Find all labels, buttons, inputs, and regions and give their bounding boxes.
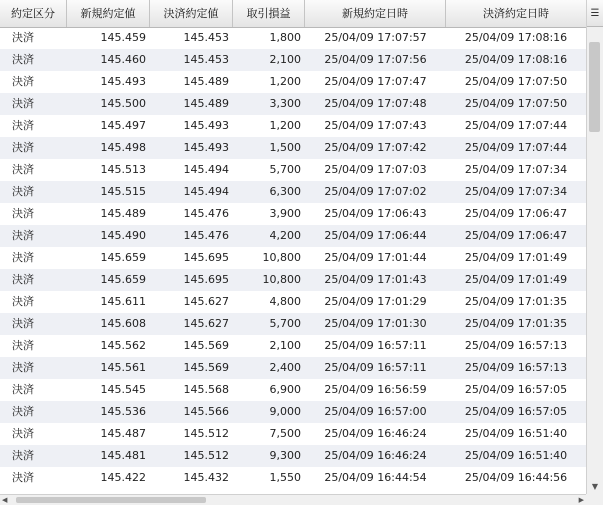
cell-profit-loss: 4,200 [269,229,301,242]
cell-open-price: 145.659 [100,273,146,286]
cell-profit-loss: 6,300 [269,185,301,198]
vertical-scroll-thumb[interactable] [589,42,600,132]
cell-open-price: 145.611 [100,295,146,308]
cell-close-price: 145.476 [183,207,229,220]
cell-open-datetime: 25/04/09 17:07:02 [324,185,427,198]
grid-body [0,27,586,489]
cell-open-datetime: 25/04/09 17:01:43 [324,273,427,286]
cell-trade-type: 決済 [12,141,34,154]
cell-open-price: 145.561 [100,361,146,374]
cell-close-price: 145.627 [183,317,229,330]
vertical-scrollbar[interactable] [586,0,603,494]
grid-header [0,0,586,28]
cell-close-price: 145.476 [183,229,229,242]
cell-close-price: 145.493 [183,119,229,132]
cell-close-datetime: 25/04/09 16:57:13 [464,339,568,352]
cell-close-datetime: 25/04/09 17:08:16 [464,53,568,66]
cell-open-datetime: 25/04/09 16:57:00 [324,405,427,418]
cell-close-datetime: 25/04/09 17:07:34 [464,185,568,198]
cell-trade-type: 決済 [12,427,34,440]
cell-trade-type: 決済 [12,163,34,176]
table-row[interactable] [0,379,586,401]
cell-profit-loss: 1,800 [269,31,301,44]
cell-open-datetime: 25/04/09 17:07:56 [324,53,427,66]
cell-profit-loss: 9,300 [269,449,301,462]
cell-open-price: 145.460 [100,53,146,66]
cell-open-datetime: 25/04/09 17:01:44 [324,251,427,264]
cell-trade-type: 決済 [12,383,34,396]
cell-close-datetime: 25/04/09 16:57:05 [464,405,568,418]
cell-close-price: 145.432 [183,471,229,484]
cell-close-price: 145.453 [183,31,229,44]
cell-close-datetime: 25/04/09 17:07:50 [464,75,568,88]
cell-close-datetime: 25/04/09 17:01:35 [464,317,568,330]
cell-profit-loss: 7,500 [269,427,301,440]
cell-open-price: 145.545 [100,383,146,396]
scrollbar-corner [586,494,603,505]
cell-close-price: 145.566 [183,405,229,418]
cell-trade-type: 決済 [12,273,34,286]
table-row[interactable] [0,49,586,71]
table-row[interactable] [0,93,586,115]
cell-open-price: 145.608 [100,317,146,330]
cell-trade-type: 決済 [12,119,34,132]
cell-open-datetime: 25/04/09 17:07:42 [324,141,427,154]
cell-close-price: 145.627 [183,295,229,308]
cell-trade-type: 決済 [12,317,34,330]
cell-profit-loss: 1,500 [269,141,301,154]
column-menu-icon[interactable]: ☰ [587,0,603,27]
cell-open-datetime: 25/04/09 16:44:54 [324,471,427,484]
cell-open-price: 145.493 [100,75,146,88]
cell-close-datetime: 25/04/09 17:01:35 [464,295,568,308]
cell-profit-loss: 4,800 [269,295,301,308]
cell-profit-loss: 5,700 [269,163,301,176]
cell-open-price: 145.422 [100,471,146,484]
cell-open-price: 145.489 [100,207,146,220]
cell-close-datetime: 25/04/09 17:07:44 [464,119,568,132]
cell-close-datetime: 25/04/09 16:44:56 [464,471,568,484]
table-row[interactable] [0,445,586,467]
table-row[interactable] [0,159,586,181]
cell-close-datetime: 25/04/09 16:57:13 [464,361,568,374]
cell-close-price: 145.512 [183,427,229,440]
cell-open-price: 145.659 [100,251,146,264]
horizontal-scroll-thumb[interactable] [16,497,206,503]
cell-profit-loss: 1,200 [269,75,301,88]
cell-open-datetime: 25/04/09 17:01:30 [324,317,427,330]
cell-open-datetime: 25/04/09 17:07:57 [324,31,427,44]
cell-trade-type: 決済 [12,449,34,462]
table-row[interactable] [0,291,586,313]
cell-profit-loss: 2,400 [269,361,301,374]
cell-close-datetime: 25/04/09 17:07:34 [464,163,568,176]
cell-open-datetime: 25/04/09 17:07:48 [324,97,427,110]
cell-close-datetime: 25/04/09 16:57:05 [464,383,568,396]
cell-profit-loss: 2,100 [269,339,301,352]
cell-open-price: 145.487 [100,427,146,440]
cell-trade-type: 決済 [12,361,34,374]
cell-open-datetime: 25/04/09 17:07:47 [324,75,427,88]
cell-close-price: 145.493 [183,141,229,154]
column-header-close-price[interactable]: 決済約定値 [150,0,233,27]
cell-open-price: 145.497 [100,119,146,132]
cell-open-datetime: 25/04/09 17:06:44 [324,229,427,242]
column-header-open-price[interactable]: 新規約定値 [67,0,150,27]
cell-close-price: 145.494 [183,163,229,176]
cell-close-datetime: 25/04/09 17:07:44 [464,141,568,154]
cell-close-price: 145.569 [183,361,229,374]
cell-close-price: 145.489 [183,97,229,110]
cell-open-datetime: 25/04/09 17:07:03 [324,163,427,176]
cell-trade-type: 決済 [12,471,34,484]
cell-profit-loss: 3,300 [269,97,301,110]
cell-close-datetime: 25/04/09 16:51:40 [464,449,568,462]
cell-close-price: 145.494 [183,185,229,198]
cell-trade-type: 決済 [12,339,34,352]
table-row[interactable] [0,115,586,137]
cell-open-price: 145.515 [100,185,146,198]
cell-profit-loss: 6,900 [269,383,301,396]
cell-trade-type: 決済 [12,185,34,198]
cell-close-price: 145.695 [183,273,229,286]
column-header-open-datetime[interactable]: 新規約定日時 [305,0,446,27]
table-row[interactable] [0,313,586,335]
cell-trade-type: 決済 [12,295,34,308]
cell-open-datetime: 25/04/09 16:56:59 [324,383,427,396]
cell-profit-loss: 10,800 [262,251,301,264]
cell-close-datetime: 25/04/09 17:07:50 [464,97,568,110]
cell-open-price: 145.481 [100,449,146,462]
cell-close-datetime: 25/04/09 17:06:47 [464,207,568,220]
cell-profit-loss: 2,100 [269,53,301,66]
cell-close-datetime: 25/04/09 16:51:40 [464,427,568,440]
table-row[interactable] [0,467,586,489]
cell-close-datetime: 25/04/09 17:08:16 [464,31,568,44]
table-row[interactable] [0,181,586,203]
cell-trade-type: 決済 [12,405,34,418]
cell-profit-loss: 10,800 [262,273,301,286]
cell-trade-type: 決済 [12,53,34,66]
cell-trade-type: 決済 [12,229,34,242]
cell-open-price: 145.498 [100,141,146,154]
cell-trade-type: 決済 [12,31,34,44]
cell-close-datetime: 25/04/09 17:01:49 [464,273,568,286]
cell-open-price: 145.562 [100,339,146,352]
scroll-right-arrow-icon[interactable]: ▶ [578,496,584,504]
cell-profit-loss: 3,900 [269,207,301,220]
table-row[interactable] [0,269,586,291]
cell-open-datetime: 25/04/09 16:57:11 [324,361,427,374]
column-header-profit-loss[interactable]: 取引損益 [233,0,305,27]
table-row[interactable] [0,203,586,225]
table-row[interactable] [0,137,586,159]
cell-open-price: 145.513 [100,163,146,176]
cell-open-price: 145.500 [100,97,146,110]
cell-open-datetime: 25/04/09 16:57:11 [324,339,427,352]
table-row[interactable] [0,225,586,247]
scroll-left-arrow-icon[interactable]: ◀ [2,496,8,504]
cell-close-datetime: 25/04/09 17:06:47 [464,229,568,242]
cell-close-price: 145.512 [183,449,229,462]
cell-close-price: 145.453 [183,53,229,66]
table-row[interactable] [0,401,586,423]
cell-profit-loss: 5,700 [269,317,301,330]
cell-close-price: 145.489 [183,75,229,88]
horizontal-scrollbar[interactable] [0,494,586,505]
cell-trade-type: 決済 [12,97,34,110]
cell-open-datetime: 25/04/09 17:06:43 [324,207,427,220]
cell-profit-loss: 1,200 [269,119,301,132]
cell-profit-loss: 1,550 [269,471,301,484]
cell-close-price: 145.695 [183,251,229,264]
table-row[interactable] [0,247,586,269]
cell-open-datetime: 25/04/09 16:46:24 [324,449,427,462]
cell-open-datetime: 25/04/09 16:46:24 [324,427,427,440]
cell-close-price: 145.568 [183,383,229,396]
table-row[interactable] [0,71,586,93]
table-row[interactable] [0,423,586,445]
cell-close-price: 145.569 [183,339,229,352]
scroll-down-arrow-icon[interactable]: ▼ [591,481,599,491]
cell-trade-type: 決済 [12,251,34,264]
cell-profit-loss: 9,000 [269,405,301,418]
cell-open-datetime: 25/04/09 17:01:29 [324,295,427,308]
cell-trade-type: 決済 [12,207,34,220]
column-header-close-datetime[interactable]: 決済約定日時 [483,7,549,20]
table-row[interactable] [0,27,586,49]
cell-trade-type: 決済 [12,75,34,88]
cell-open-price: 145.490 [100,229,146,242]
column-header-trade-type[interactable]: 約定区分 [0,0,67,27]
cell-close-datetime: 25/04/09 17:01:49 [464,251,568,264]
cell-open-datetime: 25/04/09 17:07:43 [324,119,427,132]
table-row[interactable] [0,357,586,379]
table-row[interactable] [0,335,586,357]
cell-open-price: 145.459 [100,31,146,44]
cell-open-price: 145.536 [100,405,146,418]
